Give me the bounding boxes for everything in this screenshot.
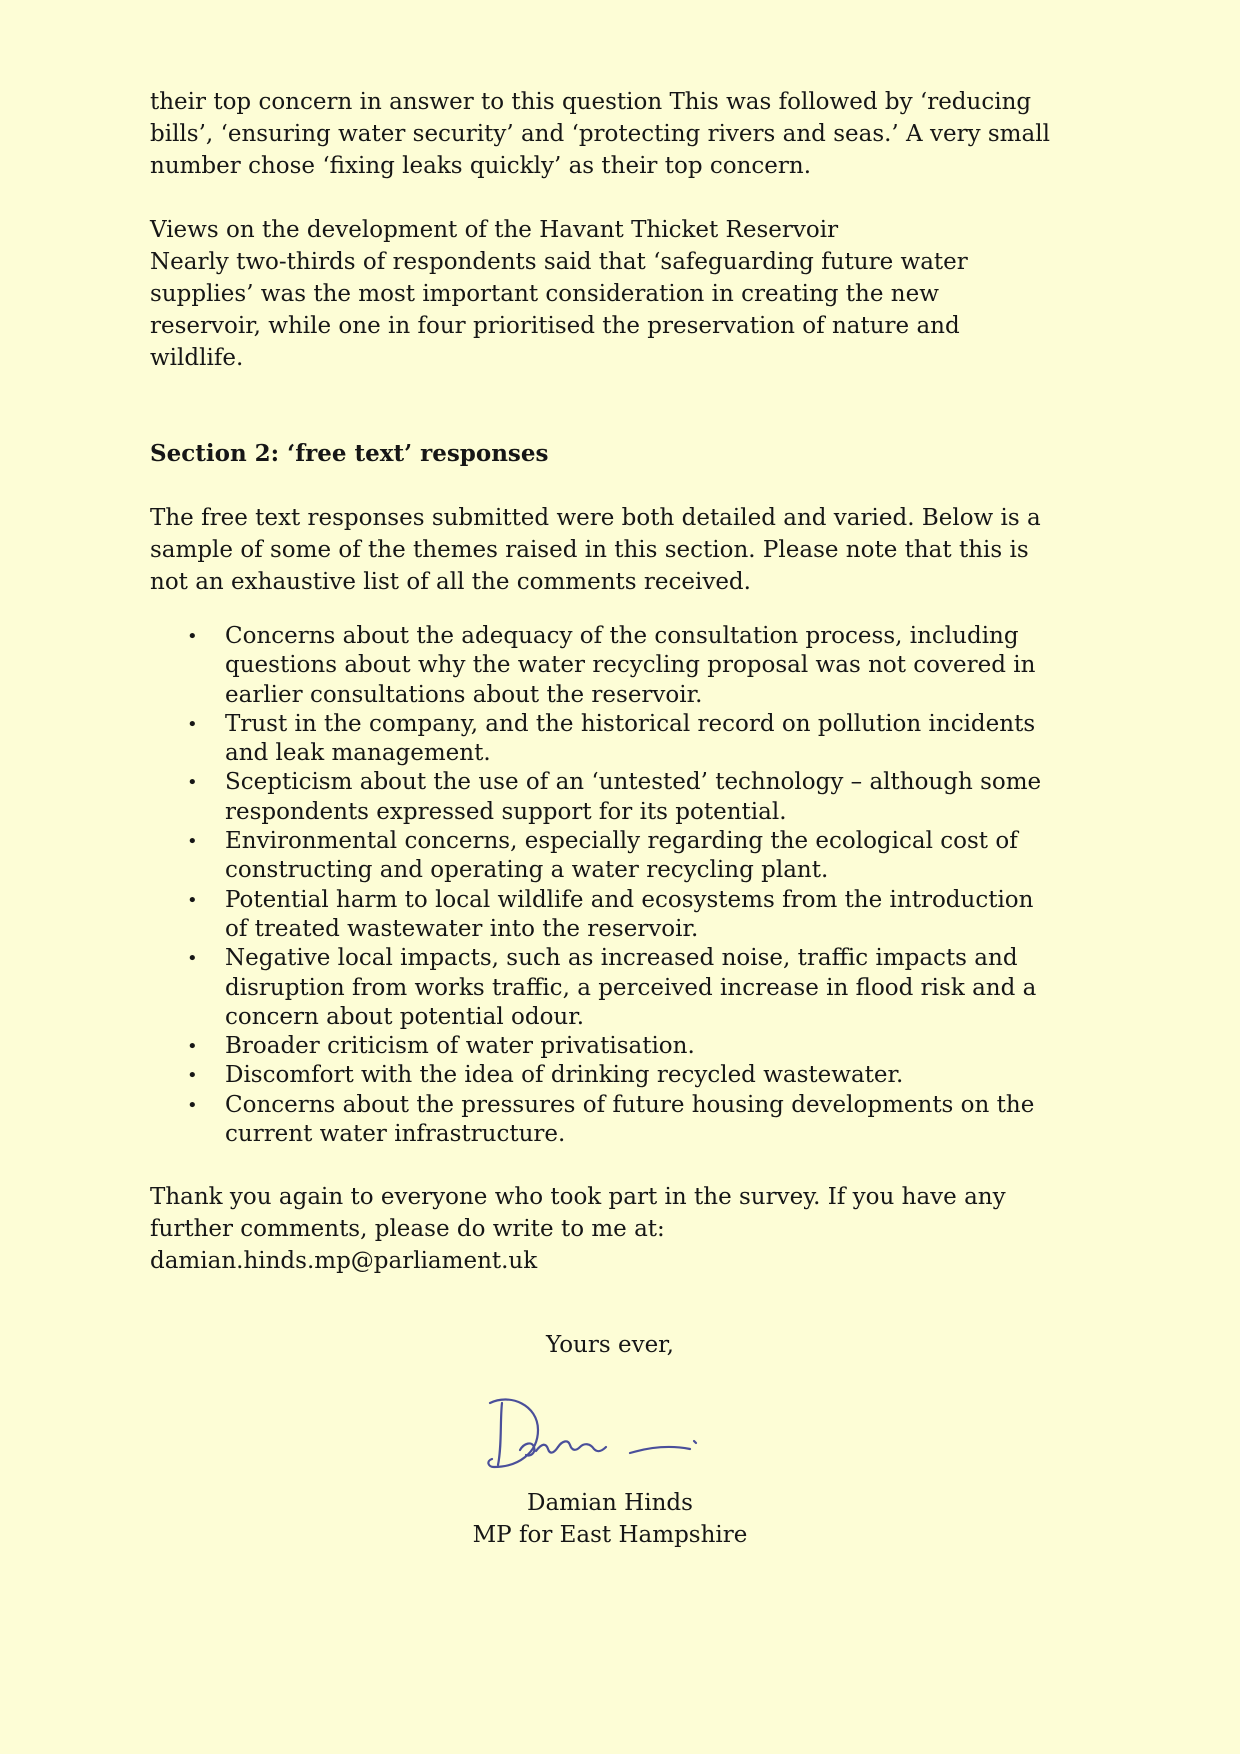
section-2-line: not an exhaustive list of all the comments received. — [150, 569, 751, 595]
bullet-icon: • — [187, 1036, 198, 1058]
intro-line: bills’, ‘ensuring water security’ and ‘protecting rivers and seas.’ A very small — [150, 121, 1050, 147]
closing-line: further comments, please do write to me at: — [150, 1216, 665, 1243]
intro-line: number chose ‘fixing leaks quickly’ as their top concern. — [150, 153, 812, 179]
themes-list — [150, 622, 1110, 1149]
section-2-line: sample of some of the themes raised in this section. Please note that this is — [150, 537, 1029, 563]
list-item: • Negative local impacts, such as increased noise, traffic impacts and disruption from works traffic, a perceived increase in flood risk and a concern about potential odour. — [187, 945, 1037, 1030]
list-item: • Scepticism about the use of an ‘untested’ technology – although some respondents expressed support for its potential. — [187, 769, 1042, 825]
reservoir-line: supplies’ was the most important consideration in creating the new — [150, 281, 939, 307]
section-2-intro — [150, 502, 1110, 598]
reservoir-line: wildlife. — [150, 345, 244, 371]
signature-image — [480, 1375, 740, 1479]
signatory-name: Damian Hinds — [527, 1490, 693, 1517]
intro-paragraph — [150, 86, 1110, 182]
section-2-heading: Section 2: ‘free text’ responses — [150, 440, 549, 467]
bullet-icon: • — [187, 831, 198, 853]
reservoir-line: reservoir, while one in four prioritised the preservation of nature and — [150, 313, 960, 339]
list-item: • Trust in the company, and the historical record on pollution incidents and leak management. — [187, 710, 1036, 767]
bullet-icon: • — [187, 1065, 198, 1087]
intro-line: their top concern in answer to this question This was followed by ‘reducing — [150, 89, 1032, 115]
bullet-icon: • — [187, 889, 198, 911]
bullet-icon: • — [187, 626, 198, 647]
reservoir-subheading: Views on the development of the Havant Thicket Reservoir — [150, 217, 839, 243]
bullet-icon: • — [187, 1094, 198, 1116]
list-item: • Environmental concerns, especially regarding the ecological cost of constructing and operating a water recycling plant. — [187, 828, 1018, 884]
reservoir-line: Nearly two-thirds of respondents said that ‘safeguarding future water — [150, 249, 968, 275]
signoff-block — [410, 1329, 810, 1551]
closing-line: Thank you again to everyone who took part in the survey. If you have any — [150, 1184, 1006, 1211]
list-item: • Broader criticism of water privatisation. — [225, 1032, 1110, 1061]
list-item: • Potential harm to local wildlife and ecosystems from the introduction of treated wastewater into the reservoir. — [187, 886, 1034, 942]
section-2-line: The free text responses submitted were both detailed and varied. Below is a — [150, 505, 1041, 531]
list-item: • Concerns about the pressures of future housing developments on the current water infrastructure. — [187, 1091, 1035, 1148]
signatory-title: MP for East Hampshire — [472, 1522, 748, 1549]
bullet-icon: • — [187, 772, 198, 794]
list-item: • Concerns about the adequacy of the consultation process, including questions about why the water recycling proposal was not covered in earlier consultations about the reservoir. — [187, 623, 1036, 708]
salutation: Yours ever, — [546, 1332, 674, 1359]
letter-page — [150, 86, 1110, 1551]
bullet-icon: • — [187, 948, 198, 970]
reservoir-paragraph — [150, 214, 1110, 374]
email-address[interactable]: damian.hinds.mp@parliament.uk — [150, 1248, 538, 1275]
closing-paragraph — [150, 1181, 1110, 1277]
list-item: • Discomfort with the idea of drinking recycled wastewater. — [225, 1061, 1110, 1090]
bullet-icon: • — [187, 713, 198, 735]
